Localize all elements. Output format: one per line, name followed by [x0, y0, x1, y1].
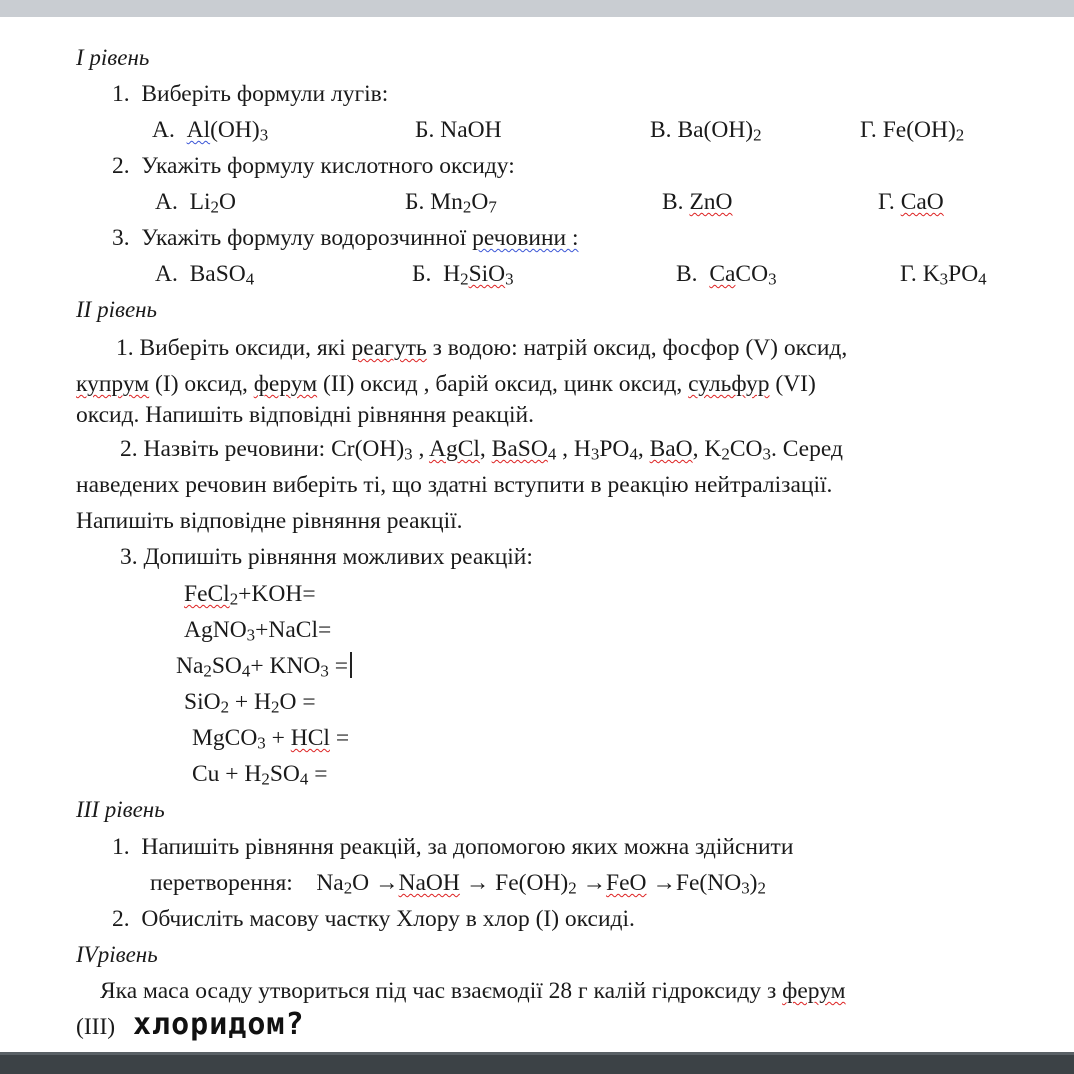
l2-q3-text: 3. Допишіть рівняння можливих реакцій: — [120, 544, 533, 570]
l1-q2-option-a: А. $Li_2O$ — [155, 189, 236, 217]
l1-q3-option-b: Б. $H_2SiO_3$ — [412, 261, 514, 289]
l2-q2-line1: 2. Назвіть речовини: $Cr(OH)_3$ , AgCl, BaSO$_4$ , $H_3PO_4$, BaO, $K_2CO_3$. Серед — [120, 436, 843, 464]
l2-q2-line3: Напишіть відповідне рівняння реакції. — [76, 508, 463, 534]
l3-q2: 2. Обчисліть масову частку Хлору в хлор (І) оксиді. — [112, 906, 635, 932]
bottom-bar-edge — [0, 1052, 1074, 1055]
l1-q2-text: 2. Укажіть формулу кислотного оксиду: — [112, 153, 515, 179]
equation-4: $SiO_2 + H_2O$ = — [184, 689, 316, 717]
l1-q1-question: Виберіть формули лугів: — [141, 81, 389, 107]
level-2-title: ІІ рівень — [76, 297, 158, 322]
l1-q2-option-b: Б. $Mn_2O_7$ — [405, 189, 497, 217]
l2-q1-line1: 1. Виберіть оксиди, які реагуть з водою: натрій оксид, фосфор (V) оксид, — [116, 335, 848, 361]
l1-q1-num: 1. — [112, 81, 130, 107]
level-3-title: ІІІ рівень — [76, 797, 165, 822]
l2-q1-line2: купрум (І) оксид, ферум (ІІ) оксид , барій оксид, цинк оксид, сульфур (VI) — [76, 371, 816, 397]
equation-5: MgCO$_3$ + HCl = — [192, 725, 350, 753]
top-bar — [0, 0, 1074, 17]
l3-q1-line1: 1. Напишіть рівняння реакцій, за допомогою яких можна здійснити — [112, 834, 794, 860]
bottom-bar — [0, 1052, 1074, 1074]
l2-q2-line2: наведених речовин виберіть ті, що здатні вступити в реакцію нейтралізації. — [76, 472, 833, 498]
text-cursor — [350, 652, 352, 678]
level-4-title: IVрівень — [76, 942, 158, 967]
l1-q3-option-c: В. CaCO$_3$ — [676, 261, 777, 289]
l2-q1-line3: оксид. Напишіть відповідні рівняння реакцій. — [76, 402, 534, 428]
l3-q1-line2: перетворення: $Na_2O$ →NaOH → $Fe(OH)_2 \to FeO \to Fe(NO_3)_2$ — [150, 870, 766, 898]
l1-q1-option-d: Г. $Fe(OH)_2$ — [860, 117, 965, 145]
level-1-title: І рівень — [76, 45, 150, 70]
l1-q3-option-a: А. BaSO$_4$ — [155, 261, 255, 289]
l1-q2-option-d: Г. CaO — [878, 189, 944, 215]
equation-1: FeCl$_2$+KOH= — [184, 581, 316, 609]
l4-line1: Яка маса осаду утвориться під час взаємодії 28 г калій гідроксиду з ферум — [100, 978, 846, 1004]
handwritten-text: хлоридом? — [133, 1007, 305, 1042]
l1-q1-option-b: Б. NaOH — [415, 117, 502, 143]
l1-q3-option-d: Г. $K_3PO_4$ — [900, 261, 987, 289]
l1-q1-option-c: В. $Ba(OH)_2$ — [650, 117, 762, 145]
equation-2: AgNO$_3$+NaCl= — [184, 617, 332, 645]
l4-line2: (ІІІ) — [76, 1014, 116, 1040]
l1-q1-option-a: А. $Al(OH)_3$ — [152, 117, 269, 145]
l1-q3-text: 3. Укажіть формулу водорозчинної речовини : — [112, 225, 579, 251]
equation-6: $Cu + H_2SO_4$ = — [192, 761, 328, 789]
l1-q2-option-c: В. ZnO — [662, 189, 733, 215]
l1-q1-text — [112, 79, 388, 109]
equation-3: $Na_2SO_4+ KNO_3$ = — [176, 651, 352, 681]
